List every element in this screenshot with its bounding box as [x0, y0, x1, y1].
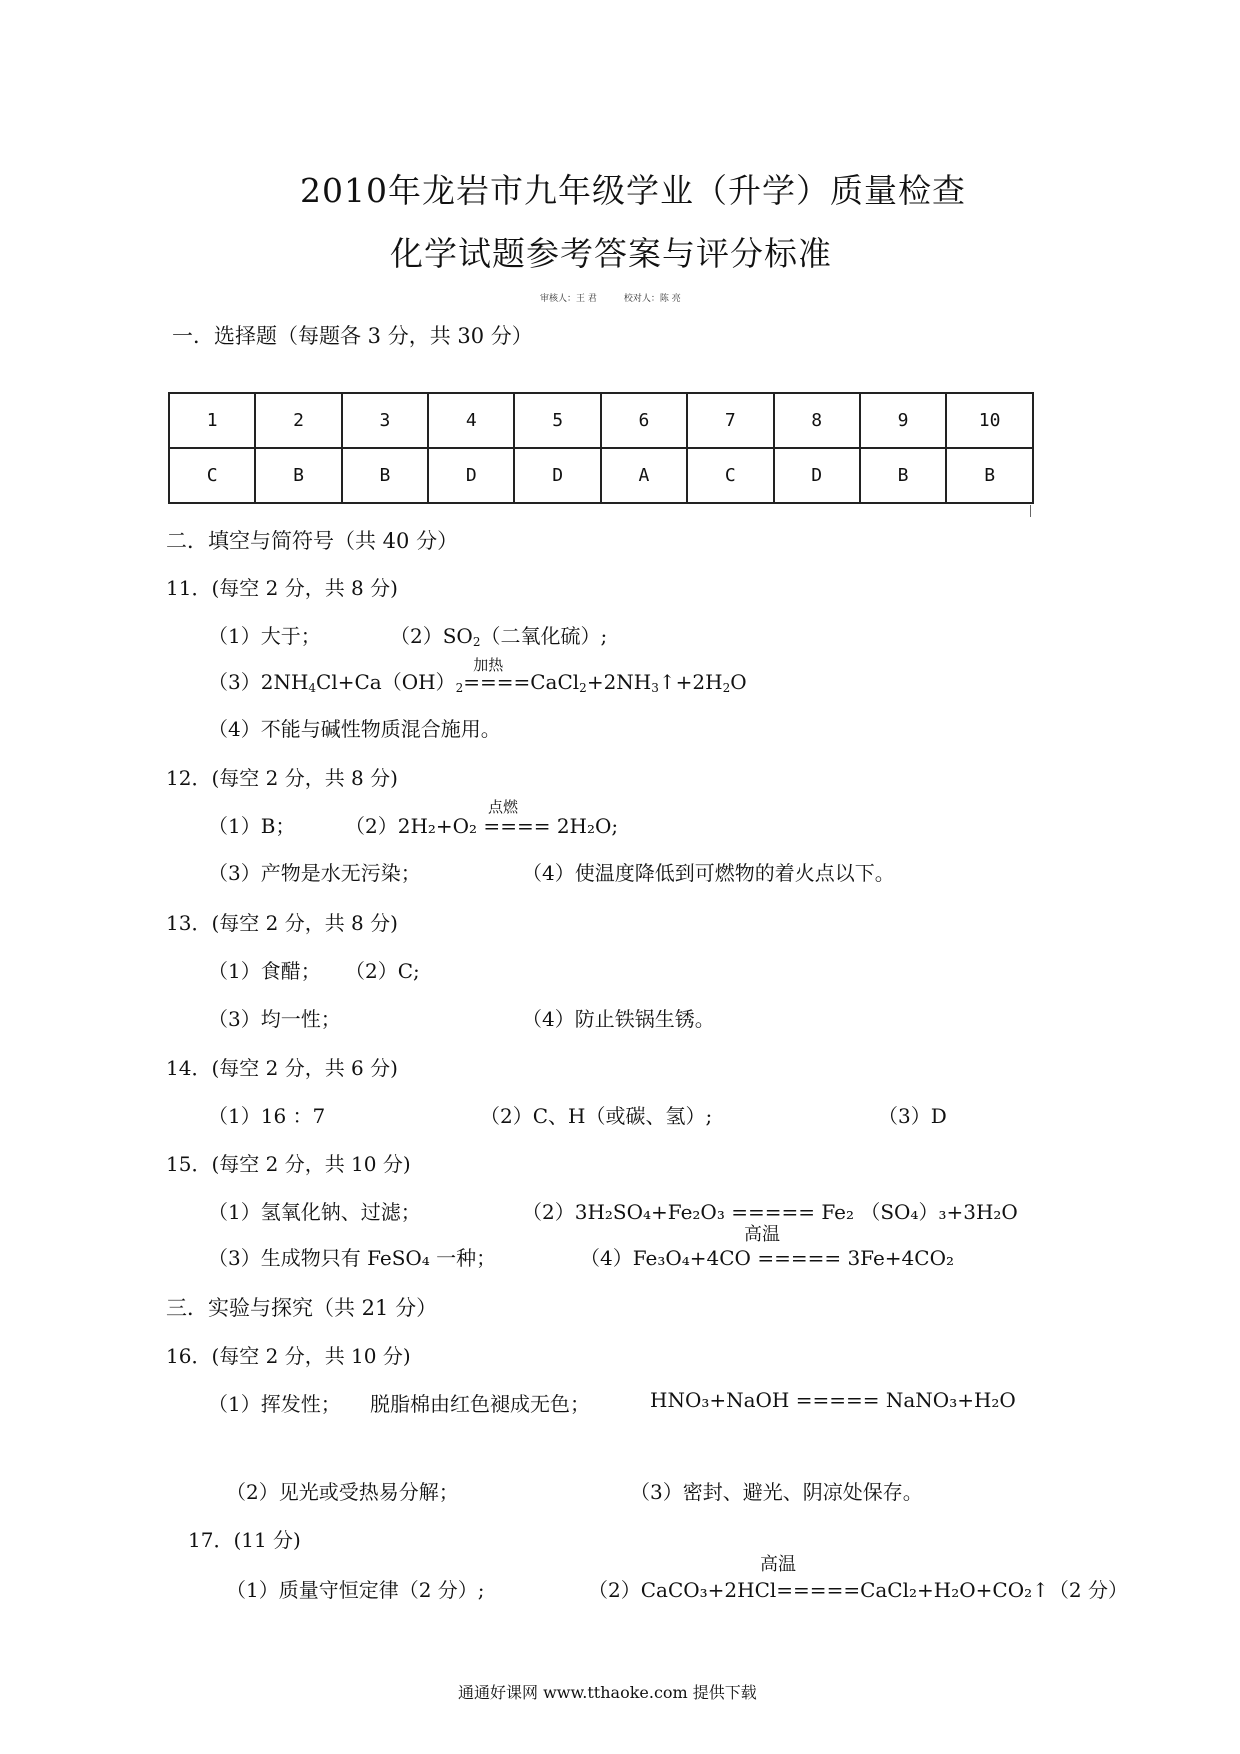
q16-heading: 16．(每空 2 分，共 10 分) — [166, 1344, 411, 1368]
question-number: 3 — [342, 393, 428, 448]
section-3-heading: 三．实验与探究（共 21 分） — [166, 1296, 438, 1320]
q15-eq-condition: 高温 — [744, 1224, 780, 1245]
q12-answer-1: （1）B； — [208, 814, 296, 838]
q11-eq-part: CaCl — [530, 670, 580, 694]
q12-eq-condition: 点燃 — [488, 798, 519, 816]
q14-answer-1: （1）16 ：7 — [208, 1104, 326, 1128]
q17-answer-2: （2）CaCO₃+2HCl=====CaCl₂+H₂O+CO₂↑（2 分） — [588, 1578, 1128, 1602]
question-number: 5 — [514, 393, 600, 448]
q11-answer-4: （4）不能与碱性物质混合施用。 — [208, 717, 501, 741]
q11-answer-1: （1）大于； — [208, 624, 321, 648]
q16-answer-3: （3）密封、避光、阴凉处保存。 — [630, 1480, 923, 1504]
question-number: 2 — [255, 393, 341, 448]
answer-table-answer-row — [169, 448, 1033, 503]
q15-answer-4: （4）Fe₃O₄+4CO ===== 3Fe+4CO₂ — [580, 1246, 955, 1270]
q15-answer-1: （1）氢氧化钠、过滤； — [208, 1200, 421, 1224]
q13-heading: 13．(每空 2 分，共 8 分) — [166, 911, 398, 935]
q12-answer-3: （3）产物是水无污染； — [208, 861, 421, 885]
q15-answer-2: （2）3H₂SO₄+Fe₂O₃ ===== Fe₂ （SO₄）₃+3H₂O — [522, 1200, 1018, 1224]
q12-answer-4: （4）使温度降低到可燃物的着火点以下。 — [522, 861, 895, 885]
q11-eq-sub: 2 — [579, 681, 587, 695]
reviewers-line: 审核人：王 君 校对人：陈 亮 — [540, 294, 681, 304]
q16-answer-1c: HNO₃+NaOH ===== NaNO₃+H₂O — [650, 1388, 1016, 1412]
q11-eq-sub: 2 — [722, 681, 731, 695]
q11-eq-part: （3）2NH — [208, 670, 309, 694]
q14-heading: 14．(每空 2 分，共 6 分) — [166, 1056, 398, 1080]
q11-answer-2 — [390, 620, 607, 649]
answer-cell: C — [169, 448, 255, 503]
q13-answer-1: （1）食醋； — [208, 959, 321, 983]
q13-answer-3: （3）均一性； — [208, 1007, 341, 1031]
q17-eq-condition: 高温 — [760, 1554, 796, 1575]
q15-answer-3: （3）生成物只有 FeSO₄ 一种； — [208, 1246, 497, 1270]
q14-answer-3: （3）D — [878, 1104, 947, 1128]
question-number: 6 — [601, 393, 687, 448]
q16-answer-1: （1）挥发性； — [208, 1392, 341, 1416]
answer-table-number-row — [169, 393, 1033, 448]
footer-text: 通通好课网 www.tthaoke.com 提供下载 — [458, 1683, 757, 1702]
q12-answer-2: （2）2H₂+O₂ ==== 2H₂O; — [345, 814, 619, 838]
q11-eq-sign: ==== — [463, 670, 531, 694]
answer-cell: D — [514, 448, 600, 503]
answer-cell: B — [255, 448, 341, 503]
q11-eq-sub: 4 — [308, 681, 317, 695]
question-number: 4 — [428, 393, 514, 448]
q11-eq-sub: 2 — [455, 681, 464, 695]
answer-cell: B — [946, 448, 1033, 503]
page-subtitle: 化学试题参考答案与评分标准 — [390, 234, 832, 273]
answer-cell: B — [860, 448, 946, 503]
q11-answer-3 — [208, 656, 747, 695]
answer-cell: D — [428, 448, 514, 503]
q13-answer-4: （4）防止铁锅生锈。 — [522, 1007, 715, 1031]
q11-eq-part: ↑+2H — [658, 670, 723, 694]
section-2-heading: 二．填空与简符号（共 40 分） — [166, 529, 459, 553]
q17-answer-1: （1）质量守恒定律（2 分）; — [226, 1578, 485, 1602]
question-number: 10 — [946, 393, 1033, 448]
q11-eq-sub: 3 — [651, 681, 659, 695]
answer-cell: B — [342, 448, 428, 503]
q17-heading: 17．(11 分) — [188, 1528, 301, 1552]
q11-eq-part: Cl+Ca（OH） — [316, 670, 456, 694]
q15-heading: 15．(每空 2 分，共 10 分) — [166, 1152, 411, 1176]
question-number: 8 — [774, 393, 860, 448]
answer-cell: C — [687, 448, 773, 503]
scan-mark — [1030, 505, 1031, 517]
q12-heading: 12．(每空 2 分，共 8 分) — [166, 766, 398, 790]
q11-answer-2-formula: （2）SO — [390, 624, 473, 648]
q11-eq-condition: 加热 — [473, 656, 504, 674]
q11-eq-part: O — [730, 670, 747, 694]
q16-answer-2: （2）见光或受热易分解； — [226, 1480, 459, 1504]
section-1-heading: 一．选择题（每题各 3 分，共 30 分） — [172, 324, 533, 348]
q14-answer-2: （2）C、H（或碳、氢）; — [480, 1104, 713, 1128]
q16-answer-1b: 脱脂棉由红色褪成无色； — [370, 1392, 590, 1416]
question-number: 1 — [169, 393, 255, 448]
q11-answer-2-sub: 2 — [472, 635, 481, 649]
page-title: 2010年龙岩市九年级学业（升学）质量检查 — [300, 171, 966, 210]
q11-heading: 11．(每空 2 分，共 8 分) — [166, 576, 398, 600]
answer-cell: D — [774, 448, 860, 503]
q11-eq-part: +2NH — [586, 670, 652, 694]
question-number: 9 — [860, 393, 946, 448]
q11-answer-2-note: （二氧化硫）; — [480, 624, 608, 648]
question-number: 7 — [687, 393, 773, 448]
answer-cell: A — [601, 448, 687, 503]
q13-answer-2: （2）C; — [345, 959, 420, 983]
answer-table — [168, 392, 1034, 504]
